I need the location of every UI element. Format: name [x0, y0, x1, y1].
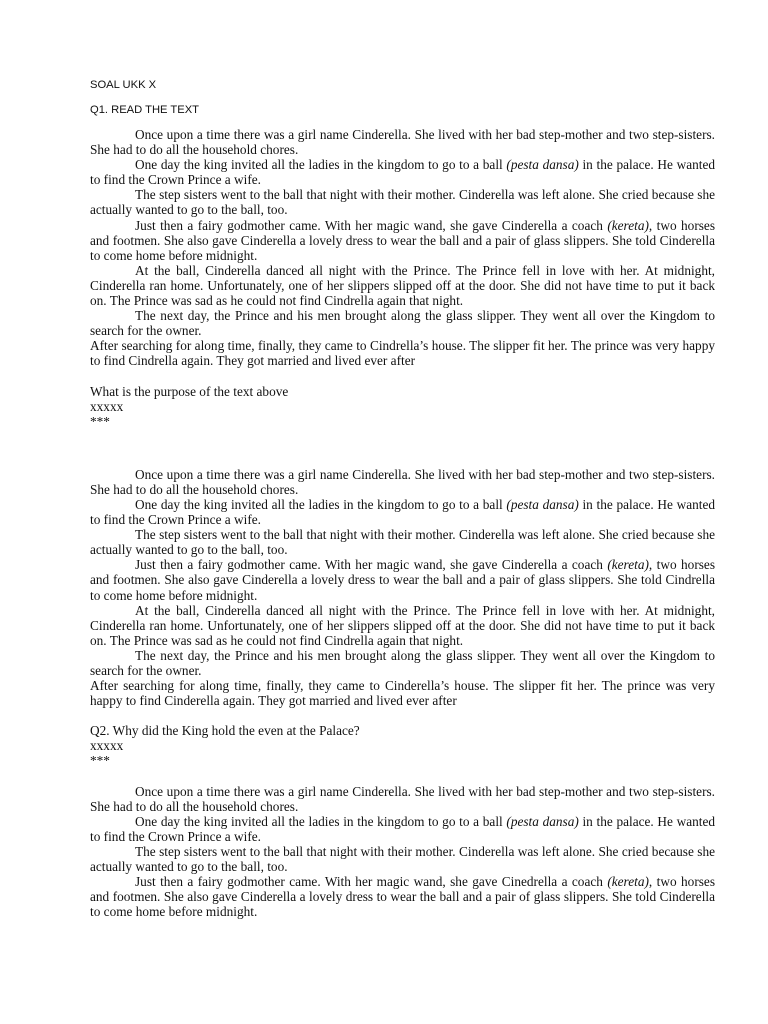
question-1-stars: ***: [90, 413, 110, 429]
story3-paragraph-4: Just then a fairy godmother came. With her magic wand, she gave Cinedrella a coach (kereta), two horses and footmen. She also gave Cinderella a lovely dress to wear the ball and a pair of glass slippers. She told Cinderella to come home before midnight.: [90, 874, 715, 920]
story-text-2: [90, 467, 715, 709]
story3-paragraph-1: Once upon a time there was a girl name Cinderella. She lived with her bad step-mother and two step-sisters. She had to do all the household chores.: [90, 783, 715, 814]
story1-paragraph-1: Once upon a time there was a girl name Cinderella. She lived with her bad step-mother and two step-sisters. She had to do all the household chores.: [90, 127, 715, 158]
story3-paragraph-3: The step sisters went to the ball that night with their mother. Cinderella was left alone. She cried because she actually wanted to go to the ball, too.: [90, 843, 715, 875]
story3-paragraph-2: One day the king invited all the ladies in the kingdom to go to a ball (pesta dansa) in the palace. He wanted to find the Crown Prince a wife.: [90, 813, 715, 844]
story-text-1: [90, 127, 715, 369]
story2-paragraph-3: The step sisters went to the ball that night with their mother. Cinderella was left alone. She cried because she actually wanted to go to the ball, too.: [90, 527, 715, 558]
story1-paragraph-7: After searching for along time, finally, they came to Cindrella’s house. The slipper fit her. The prince was very happy to find Cindrella again. They got married and lived ever after: [90, 338, 715, 369]
story2-paragraph-4: Just then a fairy godmother came. With her magic wand, she gave Cinderella a coach (kereta), two horses and footmen. She also gave Cinderella a lovely dress to wear the ball and a pair of glass slippers. She told Cindrella to come home before midnight.: [90, 557, 715, 603]
document-title: SOAL UKK X: [90, 79, 157, 91]
question-1: [90, 384, 715, 429]
question-2-stars: ***: [90, 753, 110, 769]
story1-paragraph-4: Just then a fairy godmother came. With her magic wand, she gave Cinderella a coach (kereta), two horses and footmen. She also gave Cinderella a lovely dress to wear the ball and a pair of glass slippers. She told Cinderella to come home before midnight.: [90, 217, 715, 263]
story1-paragraph-3: The step sisters went to the ball that night with their mother. Cinderella was left alone. She cried because she actually wanted to go to the ball, too.: [90, 187, 715, 218]
story-text-3: [90, 784, 715, 920]
story1-paragraph-2: One day the king invited all the ladies in the kingdom to go to a ball (pesta dansa) in the palace. He wanted to find the Crown Prince a wife.: [90, 157, 715, 188]
story2-paragraph-6: The next day, the Prince and his men brought along the glass slipper. They went all over the Kingdom to search for the owner.: [90, 647, 715, 678]
question-2-text: Q2. Why did the King hold the even at the Palace?: [90, 723, 360, 739]
story2-paragraph-1: Once upon a time there was a girl name Cinderella. She lived with her bad step-mother and two step-sisters. She had to do all the household chores.: [90, 466, 715, 497]
story2-paragraph-2: One day the king invited all the ladies in the kingdom to go to a ball (pesta dansa) in the palace. He wanted to find the Crown Prince a wife.: [90, 496, 715, 528]
q1-heading: Q1. READ THE TEXT: [90, 104, 200, 116]
story1-paragraph-6: The next day, the Prince and his men brought along the glass slipper. They went all over the Kingdom to search for the owner.: [90, 308, 715, 339]
story1-paragraph-5: At the ball, Cinderella danced all night with the Prince. The Prince fell in love with her. At midnight, Cinderella ran home. Unfortunately, one of her slippers slipped off at the door. She did not have time to put it back on. The Prince was sad as he could not find Cindrella again that night.: [90, 262, 715, 309]
question-1-text: What is the purpose of the text above: [90, 383, 289, 399]
story2-paragraph-7: After searching for along time, finally, they came to Cinderella’s house. The slipper fit her. The prince was very happy to find Cinderella again. They got married and lived ever after: [90, 678, 715, 709]
story2-paragraph-5: At the ball, Cinderella danced all night with the Prince. The Prince fell in love with her. At midnight, Cinderella ran home. Unfortunately, one of her slippers slipped off at the door. She did not have time to put it back on. The Prince was sad as he could not find Cindrella again that night.: [90, 602, 715, 648]
question-2: [90, 723, 715, 768]
question-1-answer: xxxxx: [90, 398, 124, 414]
question-2-answer: xxxxx: [90, 738, 124, 754]
